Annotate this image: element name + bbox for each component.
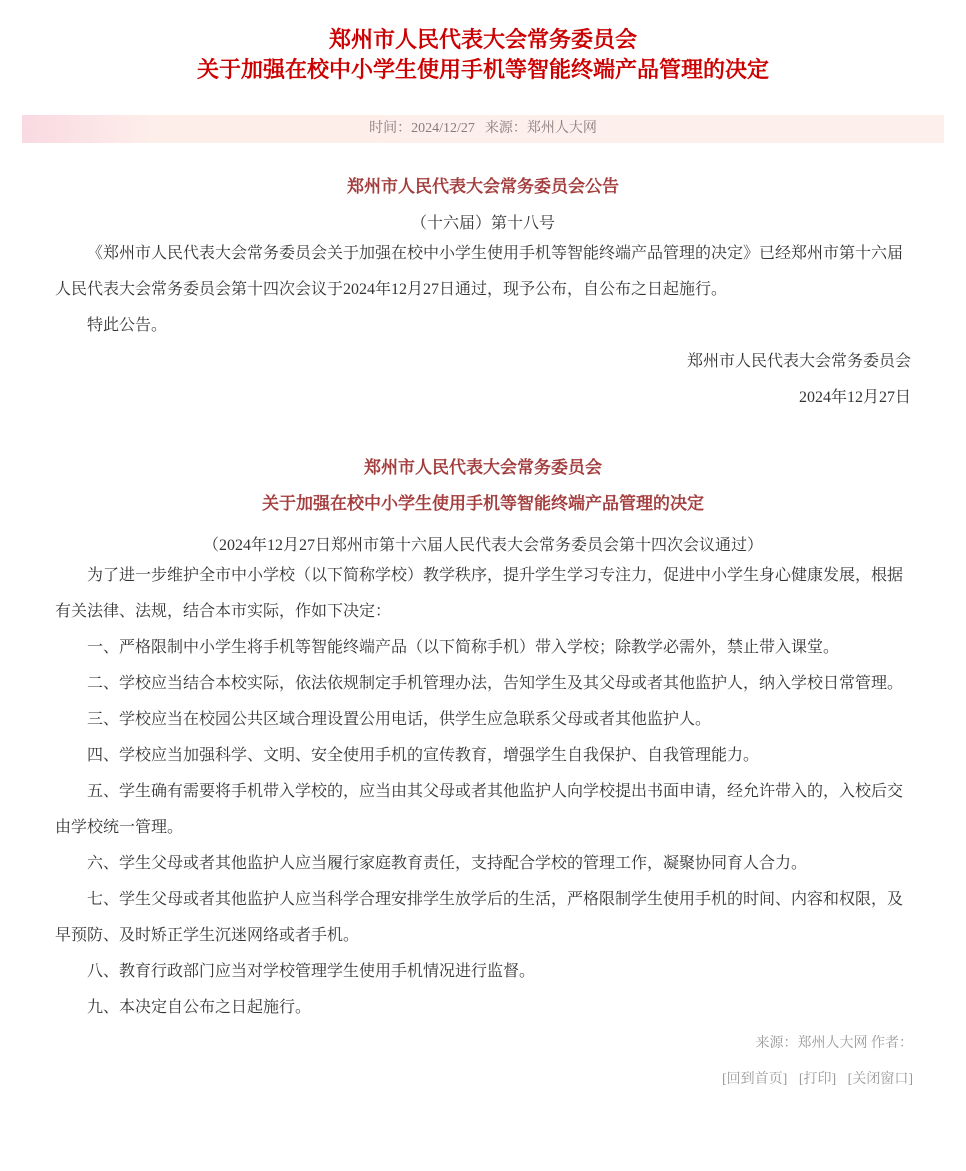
decision-heading-line1: 郑州市人民代表大会常务委员会 bbox=[364, 458, 602, 477]
decision-item-2: 二、学校应当结合本校实际，依法依规制定手机管理办法，告知学生及其父母或者其他监护人，纳入学校日常管理。 bbox=[87, 675, 904, 692]
footer-source-value: 郑州人大网 bbox=[797, 1036, 868, 1051]
close-window-link[interactable]: [关闭窗口] bbox=[847, 1072, 913, 1087]
footer-author-label: 作者： bbox=[871, 1036, 913, 1051]
announcement-signature-block bbox=[55, 344, 911, 416]
announcement-doc-number: （十六届）第十八号 bbox=[410, 215, 555, 232]
meta-source-label: 来源： bbox=[484, 121, 527, 136]
footer-source-label: 来源： bbox=[755, 1036, 798, 1051]
page-title bbox=[0, 25, 966, 85]
decision-item-3: 三、学校应当在校园公共区域合理设置公用电话，供学生应急联系父母或者其他监护人。 bbox=[87, 711, 712, 728]
decision-item-6: 六、学生父母或者其他监护人应当履行家庭教育责任，支持配合学校的管理工作，凝聚协同育人合力。 bbox=[87, 855, 808, 872]
decision-item-4: 四、学校应当加强科学、文明、安全使用手机的宣传教育，增强学生自我保护、自我管理能力。 bbox=[87, 747, 760, 764]
announcement-body bbox=[0, 236, 966, 416]
announcement-heading: 郑州市人民代表大会常务委员会公告 bbox=[347, 177, 619, 196]
decision-item-1: 一、严格限制中小学生将手机等智能终端产品（以下简称手机）带入学校；除教学必需外，禁止带入课堂。 bbox=[87, 639, 840, 656]
meta-time-label: 时间： bbox=[369, 121, 412, 136]
footer-source-line bbox=[53, 1026, 913, 1062]
back-to-home-link[interactable]: [回到首页] bbox=[722, 1072, 788, 1087]
page-footer bbox=[0, 1026, 966, 1098]
decision-item-7: 七、学生父母或者其他监护人应当科学合理安排学生放学后的生活，严格限制学生使用手机的时间、内容和权限，及早预防、及时矫正学生沉迷网络或者手机。 bbox=[55, 891, 904, 944]
decision-item-9: 九、本决定自公布之日起施行。 bbox=[87, 999, 312, 1016]
decision-body bbox=[0, 558, 966, 1026]
announcement-paragraph: 《郑州市人民代表大会常务委员会关于加强在校中小学生使用手机等智能终端产品管理的决定》已经郑州市第十六届人民代表大会常务委员会第十四次会议于2024年12月27日通过，现予公布，自公布之日起施行。 bbox=[55, 245, 904, 298]
print-link[interactable]: [打印] bbox=[798, 1072, 837, 1087]
decision-intro: 为了进一步维护全市中小学校（以下简称学校）教学秩序，提升学生学习专注力，促进中小学生身心健康发展，根据有关法律、法规，结合本市实际，作如下决定： bbox=[55, 567, 904, 620]
meta-bar bbox=[22, 115, 944, 143]
decision-passage-note: （2024年12月27日郑州市第十六届人民代表大会常务委员会第十四次会议通过） bbox=[202, 537, 763, 554]
decision-item-5: 五、学生确有需要将手机带入学校的，应当由其父母或者其他监护人向学校提出书面申请，经允许带入的，入校后交由学校统一管理。 bbox=[55, 783, 904, 836]
meta-time-value: 2024/12/27 bbox=[411, 121, 475, 136]
page-title-line1: 郑州市人民代表大会常务委员会 bbox=[328, 27, 637, 52]
decision-heading-line2: 关于加强在校中小学生使用手机等智能终端产品管理的决定 bbox=[262, 494, 704, 513]
announcement-signature: 郑州市人民代表大会常务委员会 bbox=[686, 353, 911, 370]
meta-source-value: 郑州人大网 bbox=[526, 121, 597, 136]
announcement-date: 2024年12月27日 bbox=[798, 389, 911, 406]
page-title-line2: 关于加强在校中小学生使用手机等智能终端产品管理的决定 bbox=[196, 57, 769, 82]
decision-item-8: 八、教育行政部门应当对学校管理学生使用手机情况进行监督。 bbox=[87, 963, 536, 980]
footer-links-line bbox=[53, 1062, 913, 1098]
announcement-closing: 特此公告。 bbox=[87, 317, 168, 334]
